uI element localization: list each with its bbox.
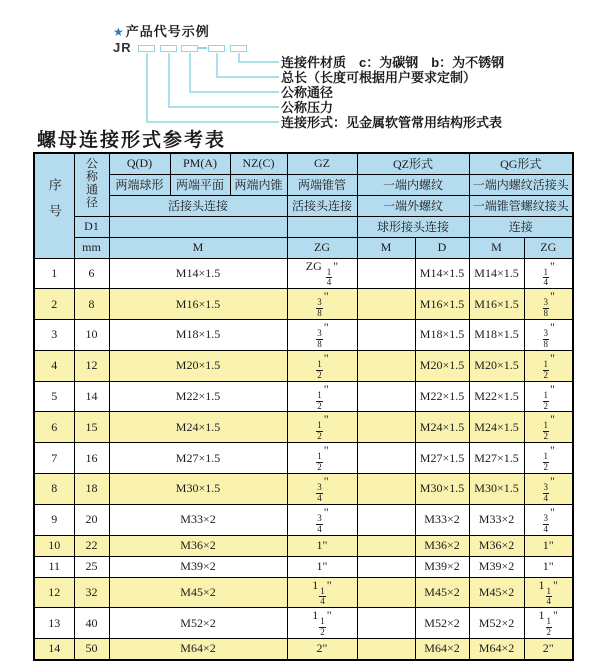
table-row xyxy=(34,350,573,381)
table-row xyxy=(34,289,573,320)
header-group-qz: QZ形式 xyxy=(357,153,469,174)
cell-qg-zg: $\frac{3}{4}$ " xyxy=(524,473,573,504)
cell-gz-zg: $\frac{1}{2}$ " xyxy=(287,350,357,381)
header-group-pm: PM(A) xyxy=(170,153,230,174)
header-group-qg: QG形式 xyxy=(469,153,573,174)
cell-qz-m xyxy=(357,535,415,556)
header-unit-m1: M xyxy=(109,237,287,258)
cell-qg-m: M18×1.5 xyxy=(469,320,524,351)
cell-dn: 18 xyxy=(74,473,109,504)
cell-m-thread: M52×2 xyxy=(109,608,287,639)
cell-qz-m xyxy=(357,320,415,351)
cell-seq: 12 xyxy=(34,577,74,608)
header-dn: 公称通径 xyxy=(74,153,109,216)
header-unit-d: D xyxy=(415,237,469,258)
cell-qz-d: M39×2 xyxy=(415,556,469,577)
table-row xyxy=(34,258,573,289)
cell-qg-m: M16×1.5 xyxy=(469,289,524,320)
cell-gz-zg: $\frac{1}{2}$ " xyxy=(287,443,357,474)
cell-dn: 20 xyxy=(74,504,109,535)
cell-gz-zg: $\frac{3}{4}$ " xyxy=(287,504,357,535)
cell-qz-d: M45×2 xyxy=(415,577,469,608)
header-group-q: Q(D) xyxy=(109,153,170,174)
cell-qg-m: M36×2 xyxy=(469,535,524,556)
cell-qz-m xyxy=(357,412,415,443)
code-label-pressure: 公称压力 xyxy=(281,100,334,115)
cell-gz-zg: $\frac{3}{8}$ " xyxy=(287,289,357,320)
cell-qz-d: M30×1.5 xyxy=(415,473,469,504)
cell-m-thread: M18×1.5 xyxy=(109,320,287,351)
cell-gz-zg: 1" xyxy=(287,535,357,556)
cell-qg-m: M20×1.5 xyxy=(469,350,524,381)
cell-qg-zg: $\frac{1}{2}$ " xyxy=(524,350,573,381)
cell-gz-zg: 1" xyxy=(287,556,357,577)
header-d1: D1 xyxy=(74,216,109,237)
table-title: 螺母连接形式参考表 xyxy=(37,130,227,151)
table-row xyxy=(34,535,573,556)
cell-seq: 6 xyxy=(34,412,74,443)
star-icon: ★ xyxy=(113,25,125,39)
cell-m-thread: M45×2 xyxy=(109,577,287,608)
cell-qz-d: M16×1.5 xyxy=(415,289,469,320)
cell-dn: 40 xyxy=(74,608,109,639)
cell-qg-m: M14×1.5 xyxy=(469,258,524,289)
cell-dn: 12 xyxy=(74,350,109,381)
header-joint-qg: 连接 xyxy=(469,216,573,237)
header-unit-zg1: ZG xyxy=(287,237,357,258)
header-type-pm: 两端平面 xyxy=(170,174,230,195)
cell-qg-zg: 1 $\frac{1}{4}$ " xyxy=(524,577,573,608)
cell-dn: 10 xyxy=(74,320,109,351)
cell-qg-zg: $\frac{3}{8}$ " xyxy=(524,289,573,320)
cell-qz-m xyxy=(357,639,415,660)
cell-dn: 6 xyxy=(74,258,109,289)
cell-qg-zg: $\frac{3}{4}$ " xyxy=(524,504,573,535)
cell-gz-zg: 1 $\frac{1}{4}$ " xyxy=(287,577,357,608)
cell-qz-m xyxy=(357,556,415,577)
table-row xyxy=(34,320,573,351)
cell-qz-d: M27×1.5 xyxy=(415,443,469,474)
cell-m-thread: M16×1.5 xyxy=(109,289,287,320)
cell-seq: 14 xyxy=(34,639,74,660)
cell-dn: 50 xyxy=(74,639,109,660)
header-conn-qg: 一端锥管螺纹接头 xyxy=(469,195,573,216)
table-row xyxy=(34,577,573,608)
cell-dn: 16 xyxy=(74,443,109,474)
cell-m-thread: M20×1.5 xyxy=(109,350,287,381)
cell-qg-m: M33×2 xyxy=(469,504,524,535)
cell-dn: 32 xyxy=(74,577,109,608)
cell-m-thread: M36×2 xyxy=(109,535,287,556)
cell-qg-m: M52×2 xyxy=(469,608,524,639)
cell-qz-m xyxy=(357,350,415,381)
cell-qg-m: M45×2 xyxy=(469,577,524,608)
header-group-nz: NZ(C) xyxy=(230,153,287,174)
header-unit-m3: M xyxy=(469,237,524,258)
code-label-diameter: 公称通径 xyxy=(281,85,334,100)
cell-qg-zg: 2" xyxy=(524,639,573,660)
cell-seq: 13 xyxy=(34,608,74,639)
header-unit-zg2: ZG xyxy=(524,237,573,258)
cell-m-thread: M14×1.5 xyxy=(109,258,287,289)
cell-qg-m: M27×1.5 xyxy=(469,443,524,474)
table-header xyxy=(34,153,573,258)
cell-qz-d: M14×1.5 xyxy=(415,258,469,289)
header-type-q: 两端球形 xyxy=(109,174,170,195)
reference-table xyxy=(33,152,574,661)
cell-m-thread: M33×2 xyxy=(109,504,287,535)
header-group-gz: GZ xyxy=(287,153,357,174)
table-row xyxy=(34,473,573,504)
header-blank-qpmnz xyxy=(109,216,287,237)
cell-qz-m xyxy=(357,504,415,535)
header-unit-mm: mm xyxy=(74,237,109,258)
table-row xyxy=(34,504,573,535)
code-label-length: 总长（长度可根据用户要求定制） xyxy=(281,70,477,85)
cell-qz-m xyxy=(357,443,415,474)
cell-qz-m xyxy=(357,473,415,504)
header-joint-qz: 球形接头连接 xyxy=(357,216,469,237)
header-type-nz: 两端内锥 xyxy=(230,174,287,195)
header-type-qg: 一端内螺纹活接头 xyxy=(469,174,573,195)
cell-m-thread: M39×2 xyxy=(109,556,287,577)
cell-qg-m: M22×1.5 xyxy=(469,381,524,412)
table-row xyxy=(34,639,573,660)
cell-gz-zg: $\frac{1}{2}$ " xyxy=(287,381,357,412)
cell-seq: 8 xyxy=(34,473,74,504)
table-row xyxy=(34,412,573,443)
cell-gz-zg: ZG $\frac{1}{4}$ " xyxy=(287,258,357,289)
header-conn-gz: 活接头连接 xyxy=(287,195,357,216)
cell-qz-m xyxy=(357,289,415,320)
cell-gz-zg: $\frac{1}{2}$ " xyxy=(287,412,357,443)
cell-qz-m xyxy=(357,258,415,289)
cell-qz-d: M24×1.5 xyxy=(415,412,469,443)
cell-qz-m xyxy=(357,381,415,412)
table-row xyxy=(34,556,573,577)
cell-m-thread: M30×1.5 xyxy=(109,473,287,504)
header-type-gz: 两端锥管 xyxy=(287,174,357,195)
header-conn-qpmnz: 活接头连接 xyxy=(109,195,287,216)
cell-dn: 22 xyxy=(74,535,109,556)
table-body xyxy=(34,258,573,660)
cell-dn: 14 xyxy=(74,381,109,412)
cell-qz-d: M22×1.5 xyxy=(415,381,469,412)
cell-qg-m: M64×2 xyxy=(469,639,524,660)
cell-seq: 7 xyxy=(34,443,74,474)
cell-m-thread: M27×1.5 xyxy=(109,443,287,474)
cell-dn: 8 xyxy=(74,289,109,320)
cell-gz-zg: 1 $\frac{1}{2}$ " xyxy=(287,608,357,639)
cell-qz-d: M52×2 xyxy=(415,608,469,639)
header-conn-qz: 一端外螺纹 xyxy=(357,195,469,216)
cell-gz-zg: $\frac{3}{4}$ " xyxy=(287,473,357,504)
cell-qz-d: M18×1.5 xyxy=(415,320,469,351)
cell-qg-zg: 1" xyxy=(524,535,573,556)
cell-qg-m: M24×1.5 xyxy=(469,412,524,443)
cell-m-thread: M64×2 xyxy=(109,639,287,660)
table-row xyxy=(34,608,573,639)
cell-qg-zg: $\frac{1}{2}$ " xyxy=(524,381,573,412)
code-label-material: 连接件材质 c：为碳钢 b：为不锈钢 xyxy=(281,55,505,70)
cell-seq: 9 xyxy=(34,504,74,535)
cell-qz-m xyxy=(357,608,415,639)
table-row xyxy=(34,381,573,412)
cell-qg-zg: $\frac{1}{4}$ " xyxy=(524,258,573,289)
cell-m-thread: M22×1.5 xyxy=(109,381,287,412)
cell-m-thread: M24×1.5 xyxy=(109,412,287,443)
code-label-connection: 连接形式：见金属软管常用结构形式表 xyxy=(281,115,503,130)
cell-seq: 3 xyxy=(34,320,74,351)
cell-seq: 1 xyxy=(34,258,74,289)
cell-dn: 25 xyxy=(74,556,109,577)
cell-gz-zg: 2" xyxy=(287,639,357,660)
cell-qz-d: M33×2 xyxy=(415,504,469,535)
header-blank-gz xyxy=(287,216,357,237)
cell-qz-m xyxy=(357,577,415,608)
cell-gz-zg: $\frac{3}{8}$ " xyxy=(287,320,357,351)
cell-qz-d: M64×2 xyxy=(415,639,469,660)
cell-seq: 2 xyxy=(34,289,74,320)
cell-qg-zg: $\frac{1}{2}$ " xyxy=(524,443,573,474)
cell-qz-d: M20×1.5 xyxy=(415,350,469,381)
cell-seq: 5 xyxy=(34,381,74,412)
cell-qg-m: M30×1.5 xyxy=(469,473,524,504)
table-row xyxy=(34,443,573,474)
header-type-qz: 一端内螺纹 xyxy=(357,174,469,195)
cell-seq: 10 xyxy=(34,535,74,556)
cell-qg-zg: 1" xyxy=(524,556,573,577)
header-seq: 序号 xyxy=(34,153,74,258)
header-unit-m2: M xyxy=(357,237,415,258)
diagram-heading-text: 产品代号示例 xyxy=(125,24,210,39)
product-code-prefix: JR xyxy=(113,40,132,55)
cell-seq: 11 xyxy=(34,556,74,577)
cell-qg-zg: $\frac{3}{8}$ " xyxy=(524,320,573,351)
cell-seq: 4 xyxy=(34,350,74,381)
cell-qg-m: M39×2 xyxy=(469,556,524,577)
cell-qg-zg: $\frac{1}{2}$ " xyxy=(524,412,573,443)
cell-qg-zg: 1 $\frac{1}{2}$ " xyxy=(524,608,573,639)
cell-qz-d: M36×2 xyxy=(415,535,469,556)
cell-dn: 15 xyxy=(74,412,109,443)
